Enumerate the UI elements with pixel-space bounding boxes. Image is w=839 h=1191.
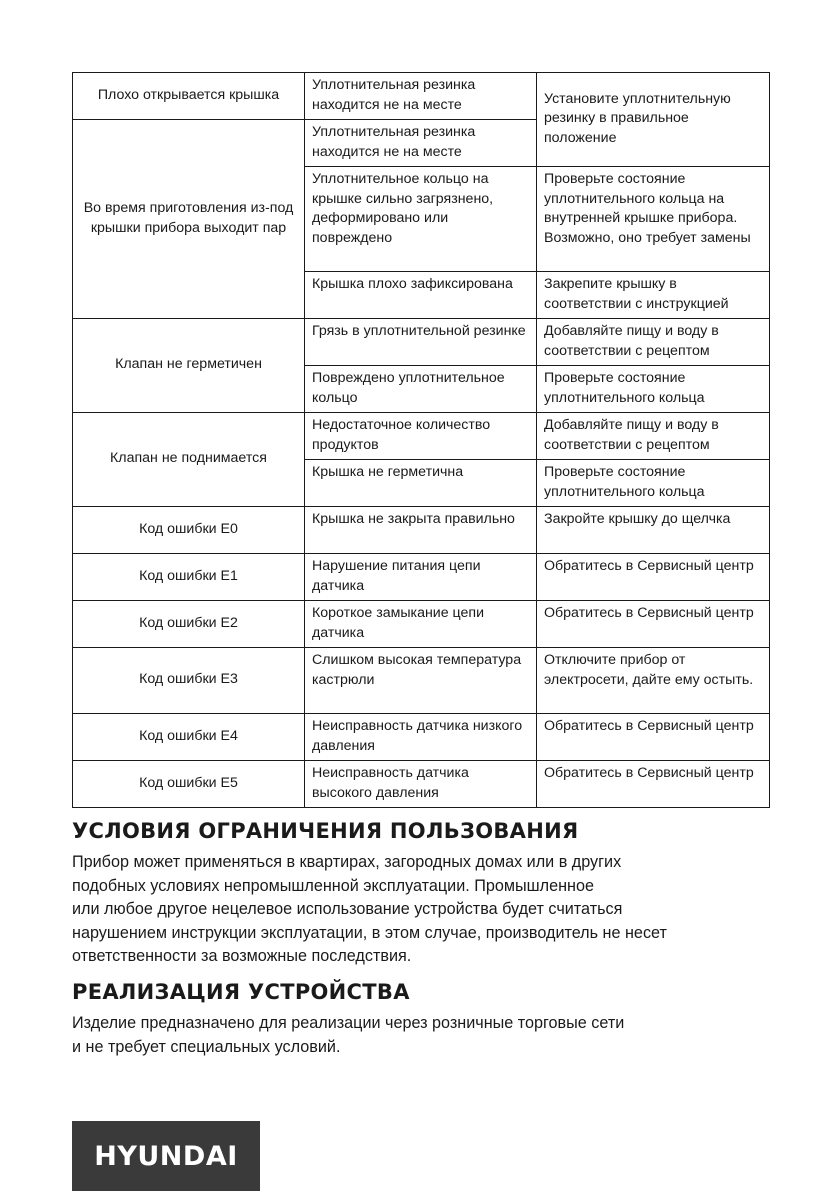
table-row bbox=[73, 73, 770, 120]
cause-cell: Уплотнительная резинка находится не на месте bbox=[305, 120, 537, 167]
sales-text bbox=[72, 1012, 772, 1059]
table-row bbox=[73, 413, 770, 460]
problem-cell: Плохо открывается крышка bbox=[73, 73, 305, 120]
solution-cell: Установите уплотнительную резинку в правильное положение bbox=[537, 73, 770, 167]
cause-cell: Слишком высокая температура кастрюли bbox=[305, 648, 537, 714]
solution-cell: Проверьте состояние уплотнительного кольца на внутренней крышке прибора. Возможно, оно требует замены bbox=[537, 167, 770, 272]
text-line: подобных условиях непромышленной эксплуатации. Промышленное bbox=[72, 876, 594, 895]
table-row bbox=[73, 507, 770, 554]
cause-cell: Грязь в уплотнительной резинке bbox=[305, 319, 537, 366]
text-line: или любое другое нецелевое использование устройства будет считаться bbox=[72, 900, 623, 918]
problem-cell: Код ошибки E4 bbox=[73, 714, 305, 761]
solution-cell: Добавляйте пищу и воду в соответствии с рецептом bbox=[537, 319, 770, 366]
table-row bbox=[73, 761, 770, 808]
table-row bbox=[73, 319, 770, 366]
solution-cell: Закройте крышку до щелчка bbox=[537, 507, 770, 554]
problem-cell: Код ошибки E1 bbox=[73, 554, 305, 601]
problem-cell: Код ошибки E5 bbox=[73, 761, 305, 808]
cause-cell: Короткое замыкание цепи датчика bbox=[305, 601, 537, 648]
solution-cell: Закрепите крышку в соответствии с инструкцией bbox=[537, 272, 770, 319]
usage-limits-heading: УСЛОВИЯ ОГРАНИЧЕНИЯ ПОЛЬЗОВАНИЯ bbox=[72, 819, 579, 843]
cause-cell: Крышка не закрыта правильно bbox=[305, 507, 537, 554]
sales-heading: РЕАЛИЗАЦИЯ УСТРОЙСТВА bbox=[72, 980, 410, 1004]
troubleshooting-table bbox=[72, 72, 770, 808]
solution-cell: Проверьте состояние уплотнительного кольца bbox=[537, 460, 770, 507]
solution-cell: Отключите прибор от электросети, дайте ему остыть. bbox=[537, 648, 770, 714]
cause-cell: Уплотнительное кольцо на крышке сильно загрязнено, деформировано или повреждено bbox=[305, 167, 537, 272]
table-row bbox=[73, 554, 770, 601]
cause-cell: Уплотнительная резинка находится не на месте bbox=[305, 73, 537, 120]
cause-cell: Повреждено уплотнительное кольцо bbox=[305, 366, 537, 413]
text-line: нарушением инструкции эксплуатации, в этом случае, производитель не несет bbox=[72, 923, 667, 942]
text-line: ответственности за возможные последствия. bbox=[72, 947, 412, 965]
logo-text: HYUNDAI bbox=[94, 1140, 238, 1172]
usage-limits-text bbox=[72, 851, 772, 969]
cause-cell: Крышка не герметична bbox=[305, 460, 537, 507]
problem-cell: Код ошибки E0 bbox=[73, 507, 305, 554]
solution-cell: Проверьте состояние уплотнительного кольца bbox=[537, 366, 770, 413]
problem-cell: Код ошибки E3 bbox=[73, 648, 305, 714]
table-row bbox=[73, 648, 770, 714]
solution-cell: Обратитесь в Сервисный центр bbox=[537, 761, 770, 808]
solution-cell: Добавляйте пищу и воду в соответствии с рецептом bbox=[537, 413, 770, 460]
cause-cell: Недостаточное количество продуктов bbox=[305, 413, 537, 460]
cause-cell: Крышка плохо зафиксирована bbox=[305, 272, 537, 319]
problem-cell: Во время приготовления из-под крышки прибора выходит пар bbox=[73, 120, 305, 319]
text-line: и не требует специальных условий. bbox=[72, 1037, 341, 1056]
problem-cell: Код ошибки E2 bbox=[73, 601, 305, 648]
problem-cell: Клапан не герметичен bbox=[73, 319, 305, 413]
solution-cell: Обратитесь в Сервисный центр bbox=[537, 714, 770, 761]
solution-cell: Обратитесь в Сервисный центр bbox=[537, 554, 770, 601]
hyundai-logo bbox=[72, 1121, 260, 1191]
solution-cell: Обратитесь в Сервисный центр bbox=[537, 601, 770, 648]
cause-cell: Неисправность датчика низкого давления bbox=[305, 714, 537, 761]
cause-cell: Неисправность датчика высокого давления bbox=[305, 761, 537, 808]
problem-cell: Клапан не поднимается bbox=[73, 413, 305, 507]
text-line: Изделие предназначено для реализации через розничные торговые сети bbox=[72, 1014, 625, 1032]
text-line: Прибор может применяться в квартирах, загородных домах или в других bbox=[72, 853, 622, 871]
table-row bbox=[73, 601, 770, 648]
table-row bbox=[73, 714, 770, 761]
cause-cell: Нарушение питания цепи датчика bbox=[305, 554, 537, 601]
